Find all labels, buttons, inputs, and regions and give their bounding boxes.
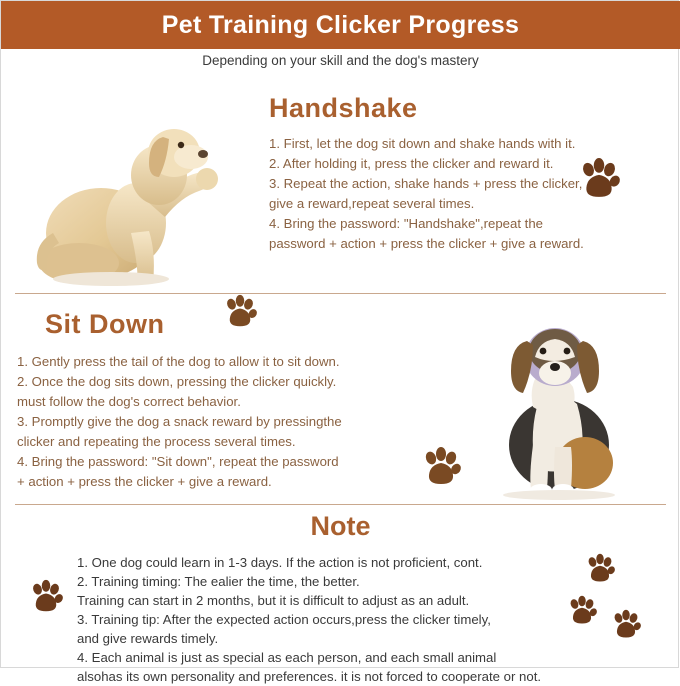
labrador-illustration-icon bbox=[31, 83, 221, 288]
dog-handshake-image bbox=[31, 83, 221, 288]
handshake-step: 4. Bring the password: "Handshake",repeat the bbox=[269, 216, 544, 231]
handshake-step: give a reward,repeat several times. bbox=[269, 196, 475, 211]
section-sit-down bbox=[1, 301, 680, 501]
page-title: Pet Training Clicker Progress bbox=[161, 10, 520, 39]
paw-print-icon bbox=[29, 579, 63, 613]
handshake-text-block bbox=[269, 93, 665, 254]
page-subtitle: Depending on your skill and the dog's mastery bbox=[202, 53, 479, 68]
handshake-step: password + action + press the clicker + give a reward. bbox=[269, 236, 584, 251]
paw-print-icon bbox=[567, 595, 597, 625]
handshake-step: 2. After holding it, press the clicker and reward it. bbox=[269, 156, 554, 171]
sit-down-step: 2. Once the dog sits down, pressing the clicker quickly. bbox=[17, 374, 337, 389]
paw-print-icon bbox=[585, 553, 615, 583]
sit-down-step: must follow the dog's correct behavior. bbox=[17, 394, 241, 409]
sit-down-step: 4. Bring the password: "Sit down", repeat the password bbox=[17, 454, 339, 469]
paw-print-icon bbox=[421, 446, 461, 486]
sit-down-title: Sit Down bbox=[45, 309, 165, 339]
dog-sit-down-image bbox=[467, 305, 642, 500]
beagle-illustration-icon bbox=[467, 305, 642, 500]
sit-down-step: 3. Promptly give the dog a snack reward by pressingthe bbox=[17, 414, 342, 429]
section-divider bbox=[15, 504, 666, 505]
section-note bbox=[1, 511, 680, 684]
handshake-step: 1. First, let the dog sit down and shake hands with it. bbox=[269, 136, 576, 151]
note-step: 2. Training timing: The ealier the time, the better. bbox=[77, 574, 360, 589]
sit-down-step: + action + press the clicker + give a reward. bbox=[17, 474, 272, 489]
sit-down-step: 1. Gently press the tail of the dog to allow it to sit down. bbox=[17, 354, 340, 369]
note-step: 4. Each animal is just as special as each person, and each small animal bbox=[77, 650, 497, 665]
note-step: 3. Training tip: After the expected action occurs,press the clicker timely, bbox=[77, 612, 491, 627]
handshake-step: 3. Repeat the action, shake hands + press the clicker, bbox=[269, 176, 583, 191]
note-text-block bbox=[77, 553, 577, 686]
note-step: alsohas its own personality and preferences. it is not forced to cooperate or not. bbox=[77, 669, 542, 684]
handshake-title: Handshake bbox=[269, 93, 418, 123]
sit-down-step: clicker and repeating the process several times. bbox=[17, 434, 296, 449]
note-title: Note bbox=[310, 511, 371, 541]
note-step: Training can start in 2 months, but it is difficult to adjust as an adult. bbox=[77, 593, 470, 608]
note-step: 1. One dog could learn in 1-3 days. If the action is not proficient, cont. bbox=[77, 555, 483, 570]
section-divider bbox=[15, 293, 666, 294]
header-bar bbox=[1, 1, 680, 49]
note-step: and give rewards timely. bbox=[77, 631, 219, 646]
paw-print-icon bbox=[611, 609, 641, 639]
sit-down-text-block bbox=[17, 309, 437, 492]
section-handshake bbox=[1, 77, 680, 293]
